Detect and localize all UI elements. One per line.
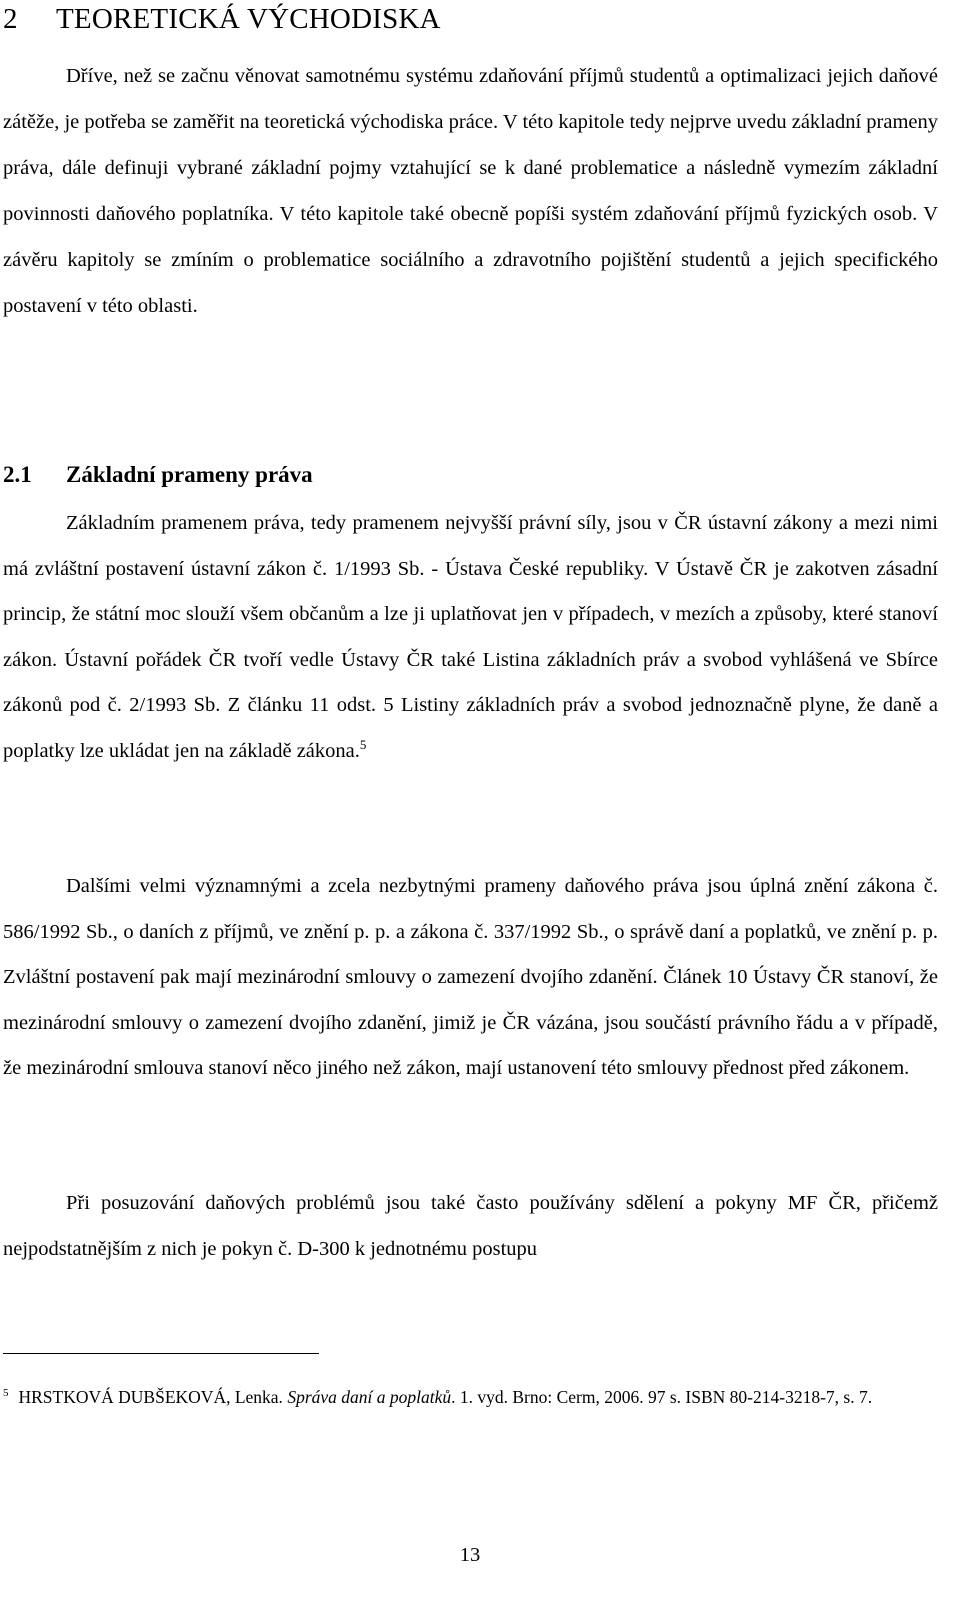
chapter-number: 2: [3, 3, 18, 35]
chapter-title: TEORETICKÁ VÝCHODISKA: [56, 3, 441, 35]
section-paragraph-1-text: Základním pramenem práva, tedy pramenem nejvyšší právní síly, jsou v ČR ústavní zákony a mezi nimi má zvláštní postavení ústavní zákon č. 1/1993 Sb. - Ústava České republiky. V Ústavě ČR je zakotven zásadní princip, že státní moc slouží všem občanům a lze ji uplatňovat jen v případech, v mezích a způsoby, které stanoví zákon. Ústavní pořádek ČR tvoří vedle Ústavy ČR také Listina základních práv a svobod vyhlášená ve Sbírce zákonů pod č. 2/1993 Sb. Z článku 11 odst. 5 Listiny základních práv a svobod jednoznačně plyne, že daně a poplatky lze ukládat jen na základě zákona.: [3, 512, 938, 762]
chapter-heading: [3, 0, 441, 38]
footnote-title: Správa daní a poplatků: [287, 1387, 452, 1407]
footnote-reference[interactable]: 5: [359, 737, 367, 753]
footnote-divider: [3, 1353, 319, 1354]
footnote-number: 5: [3, 1387, 9, 1400]
footnote-details: . 1. vyd. Brno: Cerm, 2006. 97 s. ISBN 80-214-3218-7, s. 7.: [451, 1387, 873, 1407]
section-number: 2.1: [3, 462, 32, 487]
footnote-author: HRSTKOVÁ DUBŠEKOVÁ, Lenka.: [18, 1387, 283, 1407]
section-paragraph-3: Při posuzování daňových problémů jsou také často používány sdělení a pokyny MF ČR, přičemž nejpodstatnějším z nich je pokyn č. D-300 k jednotnému postupu: [3, 1192, 938, 1260]
intro-paragraph: Dříve, než se začnu věnovat samotnému systému zdaňování příjmů studentů a optimalizaci jejich daňové zátěže, je potřeba se zaměřit na teoretická východiska práce. V této kapitole tedy nejprve uvedu základní prameny práva, dále definuji vybrané základní pojmy vztahující se k dané problematice a následně vymezím základní povinnosti daňového poplatníka. V této kapitole také obecně popíši systém zdaňování příjmů fyzických osob. V závěru kapitoly se zmíním o problematice sociálního a zdravotního pojištění studentů a jejich specifického postavení v této oblasti.: [3, 65, 939, 317]
section-paragraph-2: Dalšími velmi významnými a zcela nezbytnými prameny daňového práva jsou úplná znění zákona č. 586/1992 Sb., o daních z příjmů, ve znění p. p. a zákona č. 337/1992 Sb., o správě daní a poplatků, ve znění p. p. Zvláštní postavení pak mají mezinárodní smlouvy o zamezení dvojího zdanění. Článek 10 Ústavy ČR stanoví, že mezinárodní smlouvy o zamezení dvojího zdanění, jimiž je ČR vázána, jsou součástí právního řádu a v případě, že mezinárodní smlouva stanoví něco jiného než zákon, mají ustanovení této smlouvy přednost před zákonem.: [3, 875, 938, 1080]
section-title: Základní prameny práva: [66, 462, 313, 487]
section-heading: [3, 460, 313, 490]
footnote: [3, 1383, 938, 1411]
section-paragraph-1: [3, 501, 938, 775]
page-number: 13: [459, 1544, 481, 1566]
